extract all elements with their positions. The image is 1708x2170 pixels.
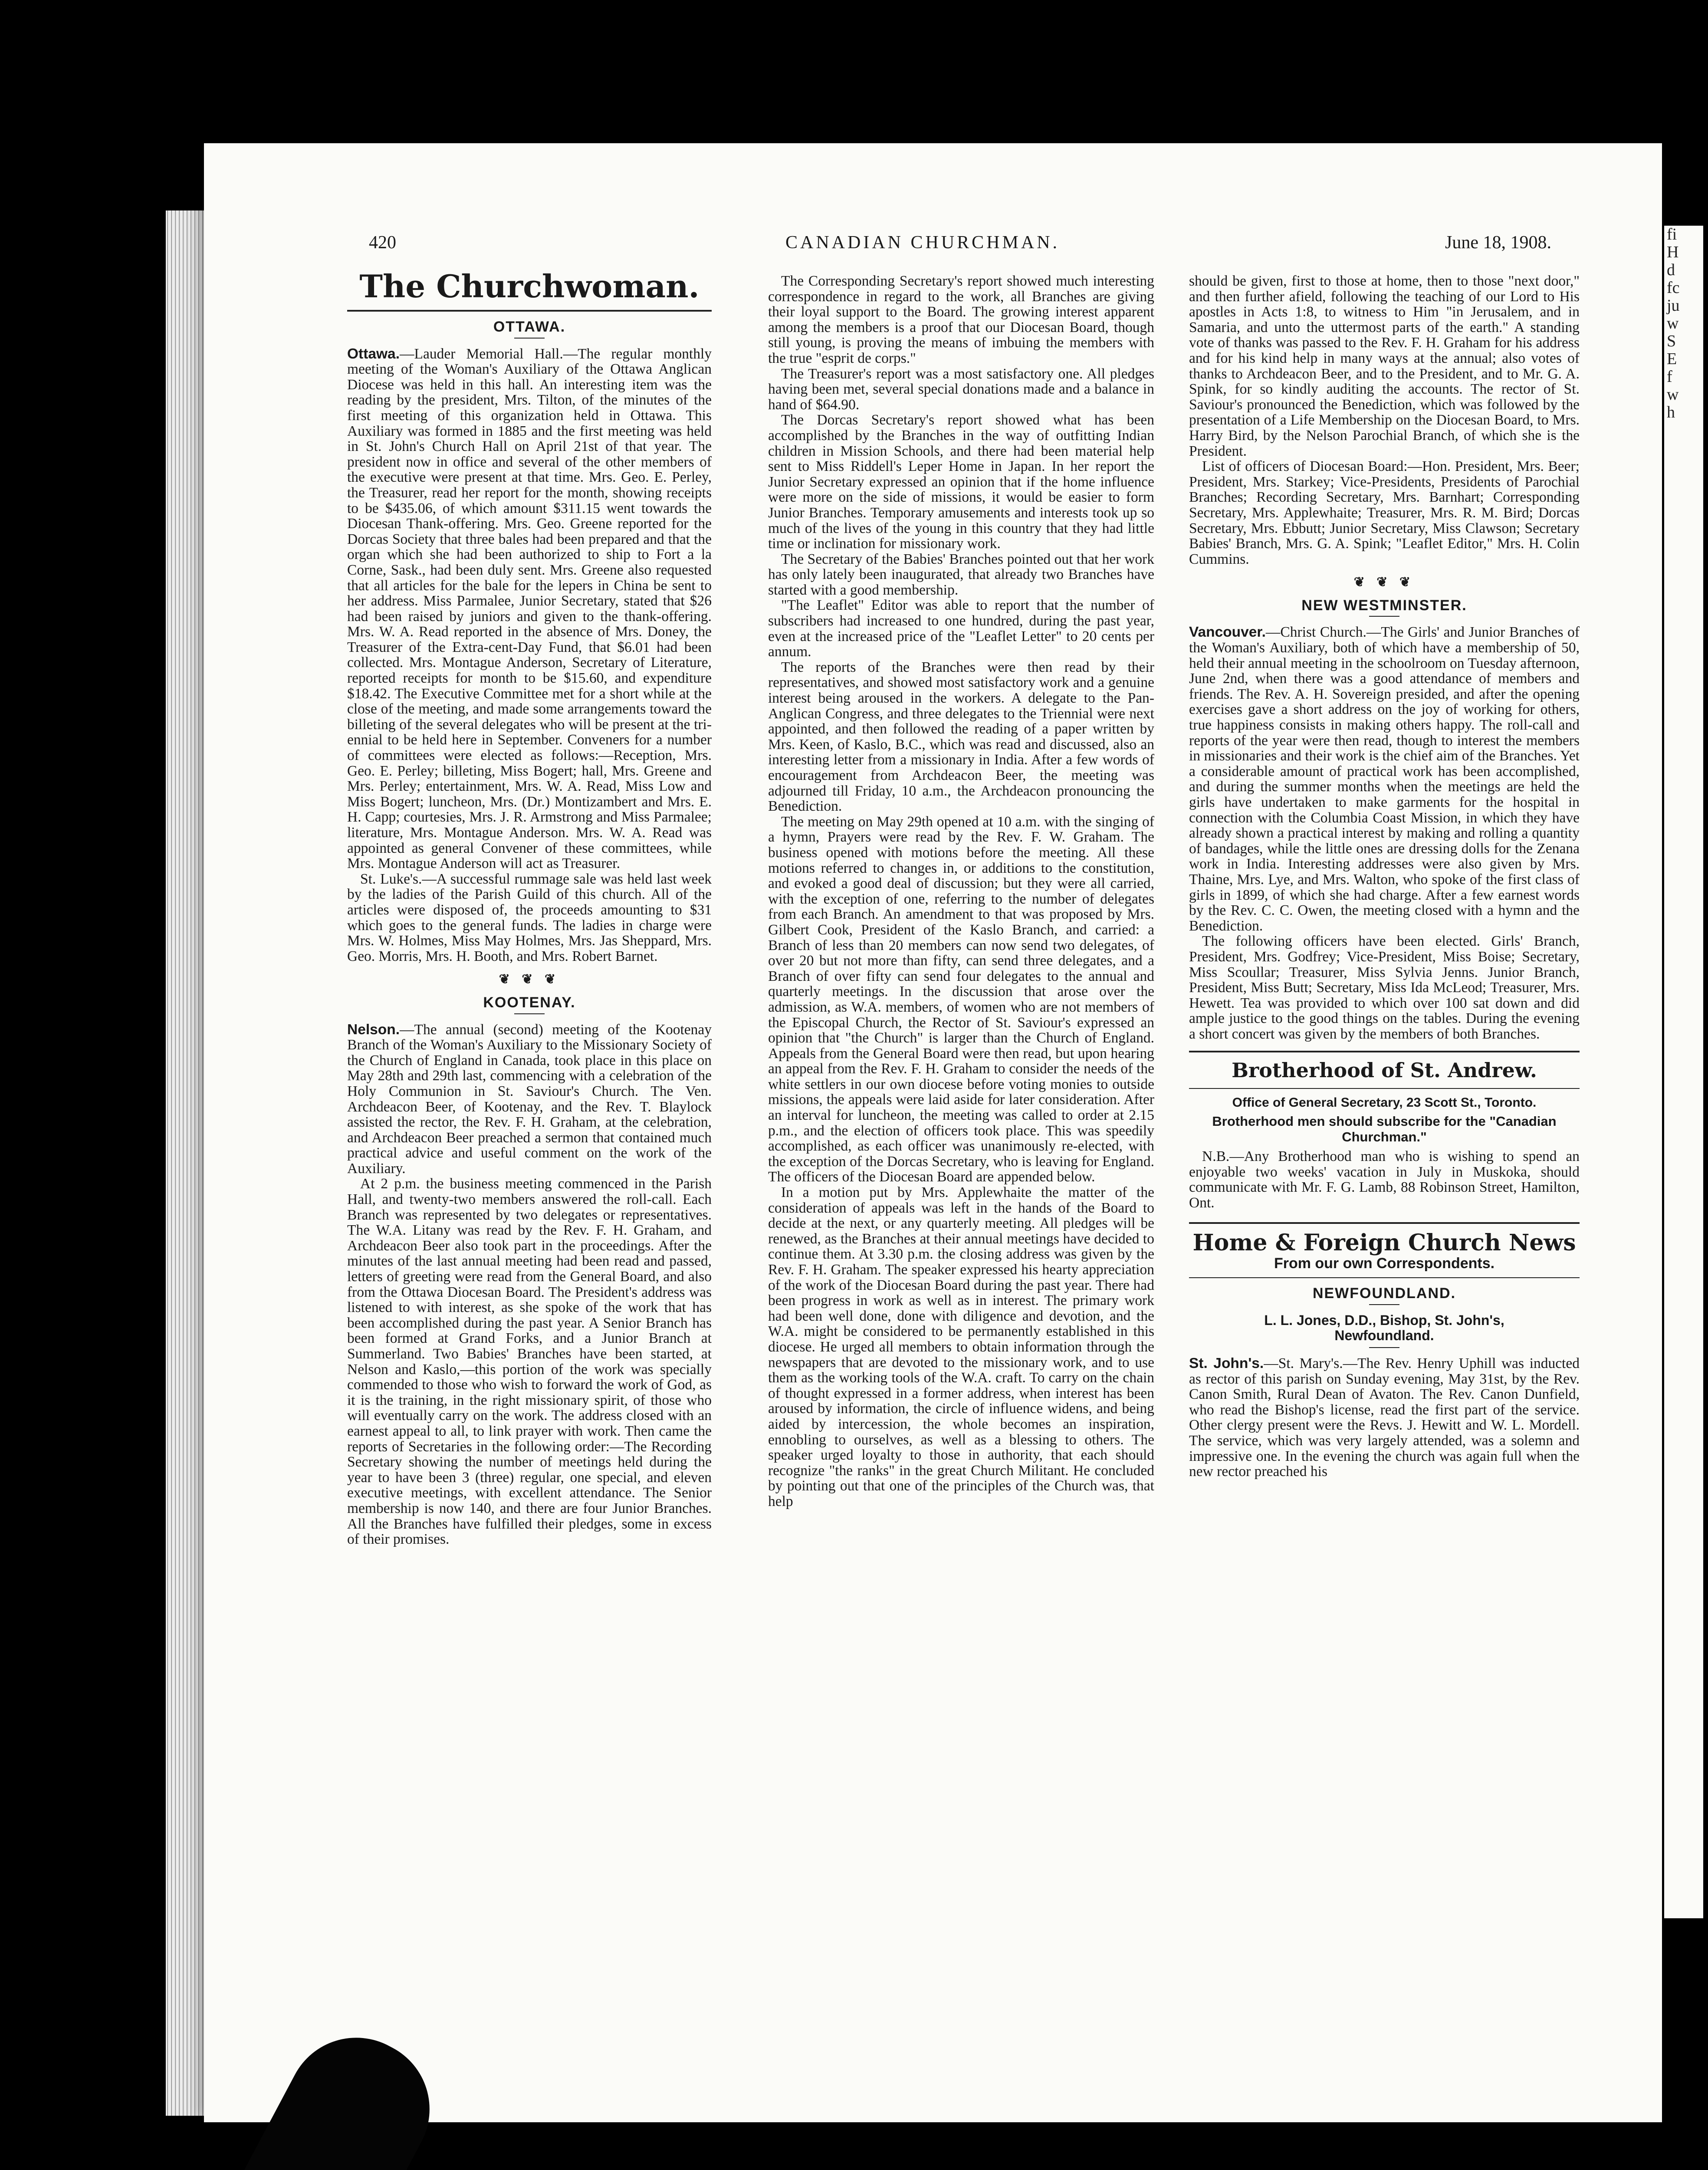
edge-fragment: w — [1667, 314, 1679, 332]
column-3 — [1189, 273, 1580, 1480]
churchwoman-masthead: The Churchwoman. — [359, 268, 700, 305]
article-paragraph: The meeting on May 29th opened at 10 a.m. with the singing of a hymn, Prayers were read by the Rev. F. W. Graham. The business opened with motions before the meeting. All these motions referred to changes in, or additions to the constitution, and evoked a good deal of discussion; but they were all carried, with the exception of one, referring to the number of delegates from each Branch. An amendment to that was proposed by Mrs. Gilbert Cook, President of the Kaslo Branch, and carried: a Branch of less than 20 members can now send two delegates, of over 20 but not more than fifty, can send three delegates, and a Branch of over fifty can send four delegates to the annual and quarterly meetings. In the discussion that arose over the admission, as W.A. members, of women who are not members of the Episcopal Church, the Rector of St. Saviour's expressed an opinion that "the Church" is larger than the Church of England. Appeals from the General Board were then read, but upon hearing an appeal from the Rev. F. H. Graham to consider the needs of the white settlers in our own diocese before voting monies to outside missions, the appeals were laid aside for later consideration. After an interval for luncheon, the meeting was called to order at 2.15 p.m., and the election of officers took place. This was speedily accomplished, as each officer was unanimously re-elected, with the exception of the Dorcas Secretary, who is leaving for England. The officers of the Diocesan Board are appended below. — [768, 813, 1154, 1185]
article-paragraph: St. Luke's.—A successful rummage sale was held last week by the ladies of the Parish Guild of this church. All of the articles were disposed of, the proceeds amounting to $31 which goes to the general funds. The ladies in charge were Mrs. W. Holmes, Miss May Holmes, Mrs. Jas Sheppard, Mrs. Geo. Morris, Mrs. H. Booth, and Mrs. Robert Barnet. — [347, 871, 712, 964]
article-paragraph: In a motion put by Mrs. Applewhaite the matter of the consideration of appeals was left in the hands of the Board to decide at the next, or any quarterly meeting. All pledges will be renewed, as the Branches at their annual meetings have decided to continue them. At 3.30 p.m. the closing address was given by the Rev. F. H. Graham. The speaker expressed his hearty appreciation of the work of the Diocesan Board during the past year. There had been progress in work as well as in interest. The primary work had been well done, done with diligence and devotion, and the W.A. might be considered to be permanently established in this diocese. He urged all members to obtain information through the newspapers that are devoted to the missionary work, and to use them as the working tools of the W.A. craft. To carry on the chain of thought expressed in a former address, when interest has been aroused by information, the circle of influence widens, and being aided by intercession, the whole becomes an inspiration, ennobling to ourselves, as well as a blessing to others. The speaker urged loyalty to those in authority, that each should recognize "the ranks" in the great Church Militant. He concluded by pointing out that one of the principles of the Church was, that help — [768, 1184, 1154, 1509]
section-title-newfoundland: NEWFOUNDLAND. — [1312, 1285, 1456, 1302]
article-paragraph: The Dorcas Secretary's report showed what has been accomplished by the Branches in the way of outfitting Indian children in Mission Schools, and there had been material help sent to Miss Riddell's Leper Home in Japan. In her report the Junior Secretary expressed an opinion that if the home influence were more on the side of missions, it would be easier to form Junior Branches. Temporary amusements and interests took up so much of the lives of the young in this country that they had little time or inclination for missionary work. — [768, 412, 1154, 552]
divider — [514, 338, 545, 339]
bishop-line: Newfoundland. — [1334, 1328, 1434, 1344]
edge-fragment: H — [1667, 243, 1679, 261]
edge-fragment: S — [1667, 332, 1676, 350]
issue-date: June 18, 1908. — [1445, 233, 1551, 253]
edge-fragment: ju — [1667, 296, 1680, 315]
article-paragraph: should be given, first to those at home, then to those "next door," and then further afield, following the teaching of our Lord to His apostles in Acts 1:8, to witness to Him "in Jerusalem, and in Samaria, and unto the uttermost parts of the earth." A standing vote of thanks was passed to the Rev. F. H. Graham for his address and for his kind help in many ways at the annual; also votes of thanks to Archdeacon Beer, and to the President, and to Mr. G. A. Spink, for so kindly auditing the accounts. The rector of St. Saviour's pronounced the Benediction, which was followed by the presentation of a Life Membership on the Diocesan Board, to Mrs. Harry Bird, by the Nelson Parochial Branch, of which she is the President. — [1189, 273, 1580, 459]
bishop-line: L. L. Jones, D.D., Bishop, St. John's, — [1264, 1312, 1504, 1328]
article-paragraph: The Secretary of the Babies' Branches pointed out that her work has only lately been inaugurated, that already two Branches have started with a good membership. — [768, 551, 1154, 598]
divider — [514, 1013, 545, 1014]
edge-fragment: d — [1667, 261, 1675, 279]
home-foreign-subtitle: From our own Correspondents. — [1274, 1255, 1495, 1272]
divider — [1369, 616, 1399, 617]
article-paragraph: The Corresponding Secretary's report showed much interesting correspondence in regard to the work, all Branches are giving their loyal support to the Board. The growing interest apparent among the members is a proof that our Diocesan Board, though still young, is proving the means of imbuing the members with the true "esprit de corps." — [768, 273, 1154, 366]
article-paragraph: The following officers have been elected. Girls' Branch, President, Mrs. Godfrey; Vice-President, Miss Boise; Secretary, Miss Scoullar; Treasurer, Miss Sylvia Jenns. Junior Branch, President, Miss Butt; Secretary, Miss Ida McLeod; Treasurer, Mrs. Hewett. Tea was provided to which over 100 sat down and did ample justice to the good things on the tables. During the evening a short concert was given by the members of both Branches. — [1189, 933, 1580, 1042]
brotherhood-nb: N.B.—Any Brotherhood man who is wishing to spend an enjoyable two weeks' vacation in July in Muskoka, should communicate with Mr. F. G. Lamb, 88 Robinson Street, Hamilton, Ont. — [1189, 1148, 1580, 1211]
article-paragraph: The reports of the Branches were then read by their representatives, and showed most satisfactory work and a genuine interest being aroused in the workers. A delegate to the Pan-Anglican Congress, and three delegates to the Triennial were next appointed, and then followed the reading of a paper written by Mrs. Keen, of Kaslo, B.C., which was read and discussed, also an interesting letter from a missionary in India. After a few words of encouragement from Archdeacon Beer, the meeting was adjourned till Friday, 10 a.m., the Archdeacon pronouncing the Benediction. — [768, 659, 1154, 815]
column-2 — [768, 273, 1154, 1509]
dateline: St. John's. — [1189, 1355, 1264, 1372]
section-title-kootenay: KOOTENAY. — [483, 994, 576, 1011]
article-paragraph: Ottawa.—Lauder Memorial Hall.—The regular monthly meeting of the Woman's Auxiliary of the Ottawa Anglican Diocese was held in this hall. An interesting item was the reading by the president, Mrs. Tilton, of the minutes of the first meeting of this organization held in Ottawa. This Auxiliary was formed in 1885 and the first meeting was held in St. John's Church Hall on April 21st of that year. The president now in office and several of the other members of the executive were present at that time. Mrs. Geo. E. Perley, the Treasurer, read her report for the month, showing receipts to be $435.06, of which amount $311.15 went towards the Diocesan Thank-offering. Mrs. Geo. Greene reported for the Dorcas Society that three bales had been prepared and that the organ which she had been authorized to ship to Fort a la Corne, Sask., had been duly sent. Mrs. Greene also requested that all articles for the bale for the lepers in China be sent to her address. Miss Parmalee, Junior Secretary, stated that $26 had been raised by juniors and given to the thank-offering. Mrs. W. A. Read reported in the absence of Mrs. Doney, the Treasurer of the Extra-cent-Day Fund, that $6.01 had been collected. Mrs. Montague Anderson, Secretary of Literature, reported receipts for month to be $15.60, and expenditure $18.42. The Executive Committee met for a short while at the close of the meeting, and made some arrangements toward the billeting of the several delegates who will be present at the tri-ennial to be held here in September. Conveners for a number of committees were elected as follows:—Reception, Mrs. Geo. E. Perley; billeting, Miss Bogert; hall, Mrs. Greene and Mrs. Perley; entertainment, Mrs. W. A. Read, Miss Low and Miss Bogert; luncheon, Mrs. (Dr.) Montizambert and Mrs. E. H. Capp; courtesies, Mrs. J. R. Armstrong and Miss Parmalee; literature, Mrs. Montague Anderson. Mrs. W. A. Read was appointed as general Convener of these committees, while Mrs. Montague Anderson will act as Treasurer. — [347, 345, 712, 872]
divider — [1189, 1277, 1580, 1278]
dateline: Nelson. — [347, 1021, 400, 1038]
section-title-new-westminster: NEW WESTMINSTER. — [1301, 597, 1467, 614]
edge-fragment: w — [1667, 385, 1679, 404]
page-number: 420 — [369, 233, 396, 253]
section-ornament: ❦ ❦ ❦ — [1353, 575, 1415, 590]
page-stack-edge — [166, 210, 205, 2116]
brotherhood-notice: Brotherhood men should subscribe for the "Canadian Churchman." — [1212, 1114, 1557, 1144]
edge-fragment: fi — [1667, 225, 1677, 243]
edge-fragment: h — [1667, 403, 1675, 421]
divider — [347, 310, 712, 312]
brotherhood-office: Office of General Secretary, 23 Scott St., Toronto. — [1232, 1095, 1537, 1110]
edge-fragment: E — [1667, 350, 1677, 368]
binding-bar — [1675, 1931, 1684, 2170]
divider — [1189, 1051, 1580, 1052]
dateline: Vancouver. — [1189, 624, 1266, 641]
divider — [1369, 1304, 1399, 1305]
article-paragraph: Nelson.—The annual (second) meeting of the Kootenay Branch of the Woman's Auxiliary to the Missionary Society of the Church of England in Canada, took place in this place on May 28th and 29th last, commencing with a celebration of the Holy Communion in St. Saviour's Church. The Ven. Archdeacon Beer, of Kootenay, and the Rev. T. Blaylock assisted the rector, the Rev. F. H. Graham, at the celebration, and Archdeacon Beer preached a sermon that contained much practical advice and useful comment on the work of the Auxiliary. — [347, 1021, 712, 1177]
publication-title: CANADIAN CHURCHMAN. — [785, 233, 1060, 253]
section-title-ottawa: OTTAWA. — [493, 319, 566, 335]
article-paragraph: Vancouver.—Christ Church.—The Girls' and Junior Branches of the Woman's Auxiliary, both of which have a membership of 50, held their annual meeting in the schoolroom on Tuesday afternoon, June 2nd, when there was a good attendance of members and friends. The Rev. A. H. Sovereign presided, and after the opening exercises gave a short address on the joy of working for others, true happiness consists in making others happy. The roll-call and reports of the year were then read, though to interest the members in missionaries and their work is the chief aim of the Branches. Yet a considerable amount of practical work has been accomplished, and during the summer months when the meetings are held the girls have undertaken to make garments for the hospital in connection with the Columbia Coast Mission, in which they have already shown a practical interest by making and rolling a quantity of bandages, while the little ones are dressing dolls for the Zenana work in India. Interesting addresses were also given by Mrs. Thaine, Mrs. Lye, and Mrs. Walton, who spoke of the first class of girls in 1899, of which she had charge. After a few earnest words by the Rev. C. C. Owen, the meeting closed with a hymn and the Benediction. — [1189, 624, 1580, 934]
home-foreign-masthead: Home & Foreign Church News — [1192, 1229, 1576, 1256]
edge-fragment: f — [1667, 368, 1672, 386]
section-ornament: ❦ ❦ ❦ — [499, 972, 560, 987]
article-paragraph: The Treasurer's report was a most satisfactory one. All pledges having been met, several special donations made and a balance in hand of $64.90. — [768, 365, 1154, 413]
article-paragraph: At 2 p.m. the business meeting commenced in the Parish Hall, and twenty-two members answered the roll-call. Each Branch was represented by two delegates or representatives. The W.A. Litany was read by the Rev. F. H. Graham, and Archdeacon Beer also took part in the proceedings. After the minutes of the last annual meeting had been read and passed, letters of greeting were read from the General Board, and also from the Ottawa Diocesan Board. The President's address was listened to with interest, as she spoke of the work that has been accomplished during the past year. A Senior Branch has been formed at Grand Forks, and a Junior Branch at Summerland. Two Babies' Branches have been started, at Nelson and Kaslo,—this portion of the work was specially commended to those who wish to forward the work of God, as it is the training, in the right missionary spirit, of those who will eventually carry on the work. The address closed with an earnest appeal to all, to link prayer with work. Then came the reports of Secretaries in the following order:—The Recording Secretary showing the number of meetings held during the year to have been 3 (three) regular, one special, and eleven executive meetings, with excellent attendance. The Senior membership is now 140, and there are four Junior Branches. All the Branches have fulfilled their pledges, some in excess of their promises. — [347, 1176, 712, 1548]
divider — [1189, 1088, 1580, 1089]
column-1 — [347, 269, 712, 1547]
facing-page-edge — [1664, 226, 1703, 1918]
divider — [1369, 1347, 1399, 1348]
brotherhood-masthead: Brotherhood of St. Andrew. — [1232, 1058, 1537, 1082]
edge-fragment: fc — [1667, 279, 1680, 297]
article-paragraph: St. John's.—St. Mary's.—The Rev. Henry Uphill was inducted as rector of this parish on Sunday evening, May 31st, by the Rev. Canon Smith, Rural Dean of Avaton. The Rev. Canon Dunfield, who read the Bishop's license, read the first part of the service. Other clergy present were the Revs. J. Hewitt and W. L. Mordell. The service, which was very largely attended, was a solemn and impressive one. In the evening the church was again full when the new rector preached his — [1189, 1355, 1580, 1480]
article-paragraph: "The Leaflet" Editor was able to report that the number of subscribers had increased to one hundred, during the past year, even at the increased price of the "Leaflet Letter" to 20 cents per annum. — [768, 597, 1154, 660]
dateline: Ottawa. — [347, 345, 400, 362]
divider — [1189, 1222, 1580, 1224]
article-paragraph: List of officers of Diocesan Board:—Hon. President, Mrs. Beer; President, Mrs. Starkey; Vice-Presidents, Presidents of Parochial Branches; Recording Secretary, Mrs. Barnhart; Corresponding Secretary, Mrs. Applewhaite; Treasurer, Mrs. R. M. Bird; Dorcas Secretary, Mrs. Ebbutt; Junior Secretary, Miss Clawson; Secretary Babies' Branch, Mrs. G. A. Spink; "Leaflet Editor," Mrs. H. Colin Cummins. — [1189, 458, 1580, 567]
